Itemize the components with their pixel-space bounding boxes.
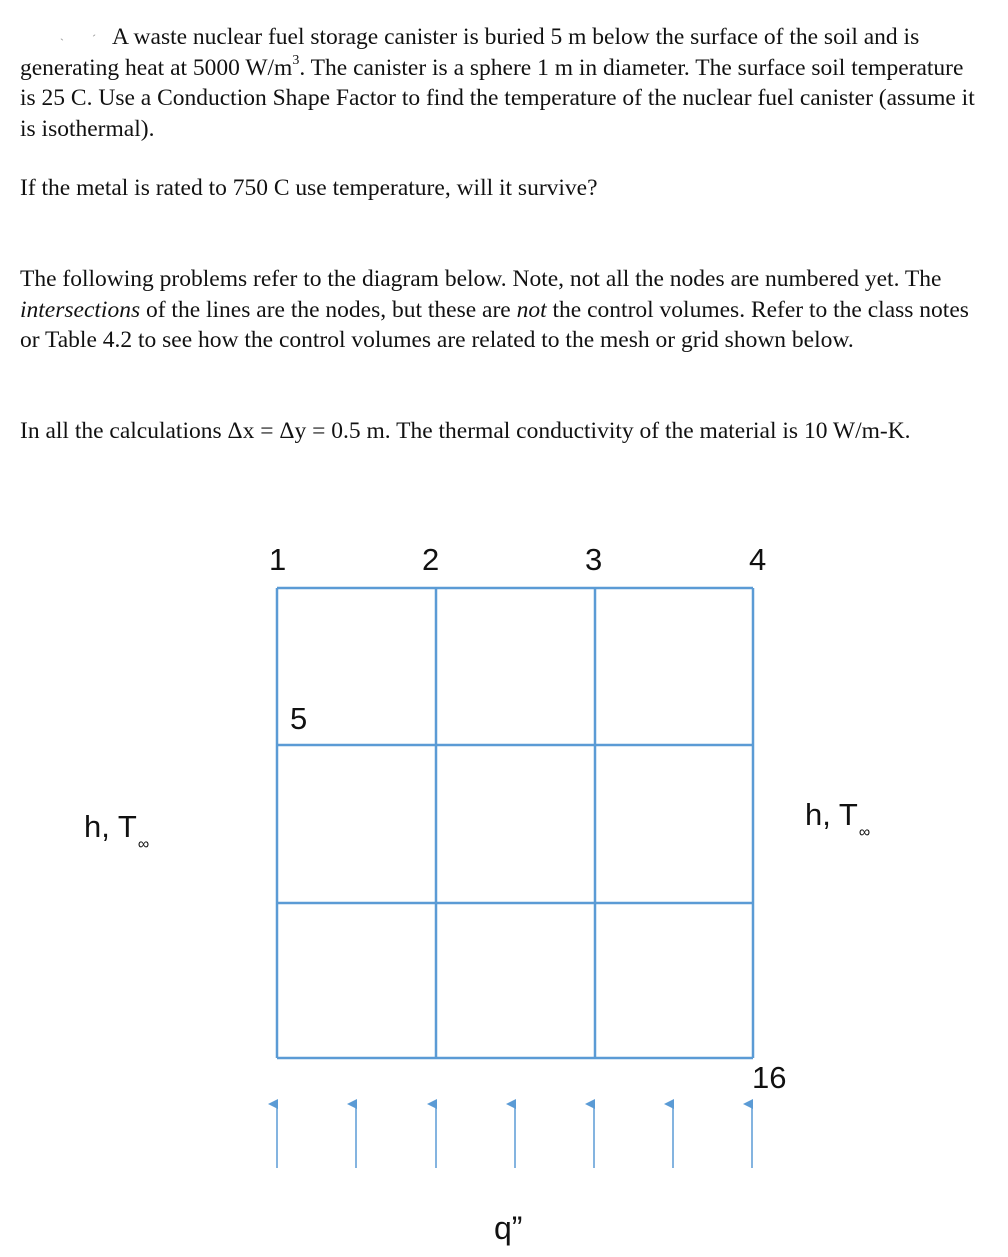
- question-text: If the metal is rated to 750 C use temperature, will it survive?: [20, 175, 598, 201]
- heat-flux-label: q”: [494, 1210, 523, 1246]
- intro-emphasis-intersections: intersections: [20, 296, 141, 323]
- intro-text-b: of the lines are the nodes, but these are: [140, 296, 517, 323]
- intro-text-a: The following problems refer to the diagram below. Note, not all the nodes are numbered yet. The: [20, 266, 942, 292]
- node-label-16: 16: [752, 1060, 787, 1095]
- heat-flux-arrows: [277, 1104, 752, 1168]
- node-label-1: 1: [269, 542, 287, 577]
- grid-lines: [277, 588, 753, 1058]
- left-convection-label: [84, 809, 150, 853]
- conditions-text: In all the calculations Δx = Δy = 0.5 m. The thermal conductivity of the material is 10 W/m-K.: [20, 418, 911, 444]
- problem1-text-after: . The canister is a sphere 1 m in diameter. The surface soil temperature is 25 C. Use a Conduction Shape Factor to find the temperature of the nuclear fuel canister (assume it is isothermal).: [20, 54, 975, 142]
- left-convection-text: h, T: [84, 809, 137, 844]
- node-label-2: 2: [422, 542, 440, 577]
- stray-mark: ˋ: [60, 36, 64, 50]
- right-convection-label: [805, 797, 871, 841]
- node-label-4: 4: [749, 542, 767, 577]
- intro-emphasis-not: not: [516, 296, 547, 323]
- problem1-text: A waste nuclear fuel storage canister is buried 5 m below the surface of the soil and is generating heat at 5000 W/m: [20, 24, 920, 81]
- left-infinity-subscript: ∞: [137, 836, 150, 853]
- intro-text-c: the control volumes. Refer to the class notes or Table 4.2 to see how the control volumes are related to the mesh or grid shown below.: [20, 296, 969, 353]
- node-label-3: 3: [585, 542, 603, 577]
- node-label-5: 5: [290, 701, 308, 736]
- units-exponent: 3: [292, 52, 300, 68]
- right-convection-text: h, T: [805, 797, 858, 832]
- stray-mark: ˊ: [92, 32, 96, 46]
- right-infinity-subscript: ∞: [858, 824, 871, 841]
